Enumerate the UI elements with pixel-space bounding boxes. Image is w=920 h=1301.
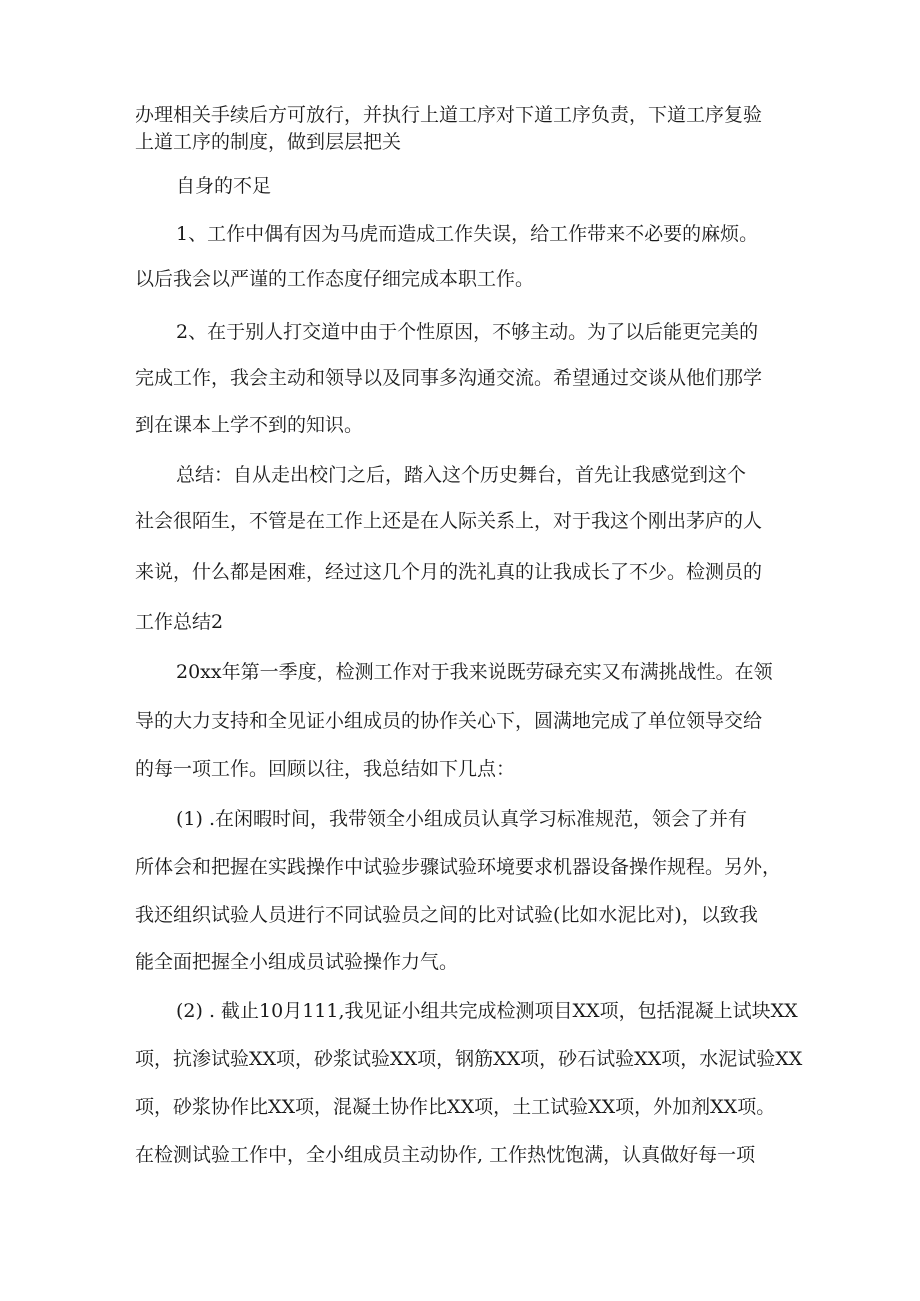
text-line: 20xx年第一季度，检测工作对于我来说既劳碌充实又布满挑战性。在领 — [176, 661, 773, 683]
section-heading: 自身的不足 — [176, 175, 272, 197]
text-line: 我还组织试验人员进行不同试验员之间的比对试验(比如水泥比对)，以致我 — [135, 904, 758, 926]
text-line: 导的大力支持和全见证小组成员的协作关心下，圆满地完成了单位领导交给 — [135, 710, 763, 732]
text-line: 所体会和把握在实践操作中试验步骤试验环境要求机器设备操作规程。另外， — [135, 856, 782, 878]
text-line: 以后我会以严谨的工作态度仔细完成本职工作。 — [135, 268, 535, 290]
text-line: 到在课本上学不到的知识。 — [135, 414, 364, 436]
text-line: 在检测试验工作中，全小组成员主动协作, 工作热忱饱满，认真做好每一项 — [135, 1144, 756, 1166]
text-line: 2、在于别人打交道中由于个性原因，不够主动。为了以后能更完美的 — [176, 321, 759, 343]
text-line: 1、工作中偶有因为马虎而造成工作失误，给工作带来不必要的麻烦。 — [176, 223, 759, 245]
text-line: 工作总结2 — [135, 611, 224, 633]
text-line: 能全面把握全小组成员试验操作力气。 — [135, 951, 459, 973]
text-line: (1) .在闲暇时间，我带领全小组成员认真学习标准规范，领会了并有 — [176, 808, 747, 830]
text-line: 总结：自从走出校门之后，踏入这个历史舞台，首先让我感觉到这个 — [176, 464, 747, 486]
text-line: 项，抗渗试验XX项，砂浆试验XX项，钢筋XX项，砂石试验XX项，水泥试验XX — [135, 1048, 803, 1070]
text-line: 完成工作，我会主动和领导以及同事多沟通交流。希望通过交谈从他们那学 — [135, 367, 763, 389]
text-line: (2) . 截止10月111,我见证小组共完成检测项目XX项，包括混凝上试块XX — [176, 1000, 798, 1022]
text-line: 社会很陌生，不管是在工作上还是在人际关系上，对于我这个刚出茅庐的人 — [135, 510, 763, 532]
text-line: 办理相关手续后方可放行，并执行上道工序对下道工序负责，下道工序复验 — [135, 104, 763, 126]
text-line: 项，砂浆协作比XX项，混凝土协作比XX项，土工试验XX项，外加剂XX项。 — [135, 1096, 776, 1118]
text-line: 上道工序的制度，做到层层把关 — [135, 131, 402, 153]
text-line: 来说，什么都是困难，经过这几个月的洗礼真的让我成长了不少。检测员的 — [135, 561, 763, 583]
text-line: 的每一项工作。回顾以往，我总结如下几点： — [135, 758, 516, 780]
